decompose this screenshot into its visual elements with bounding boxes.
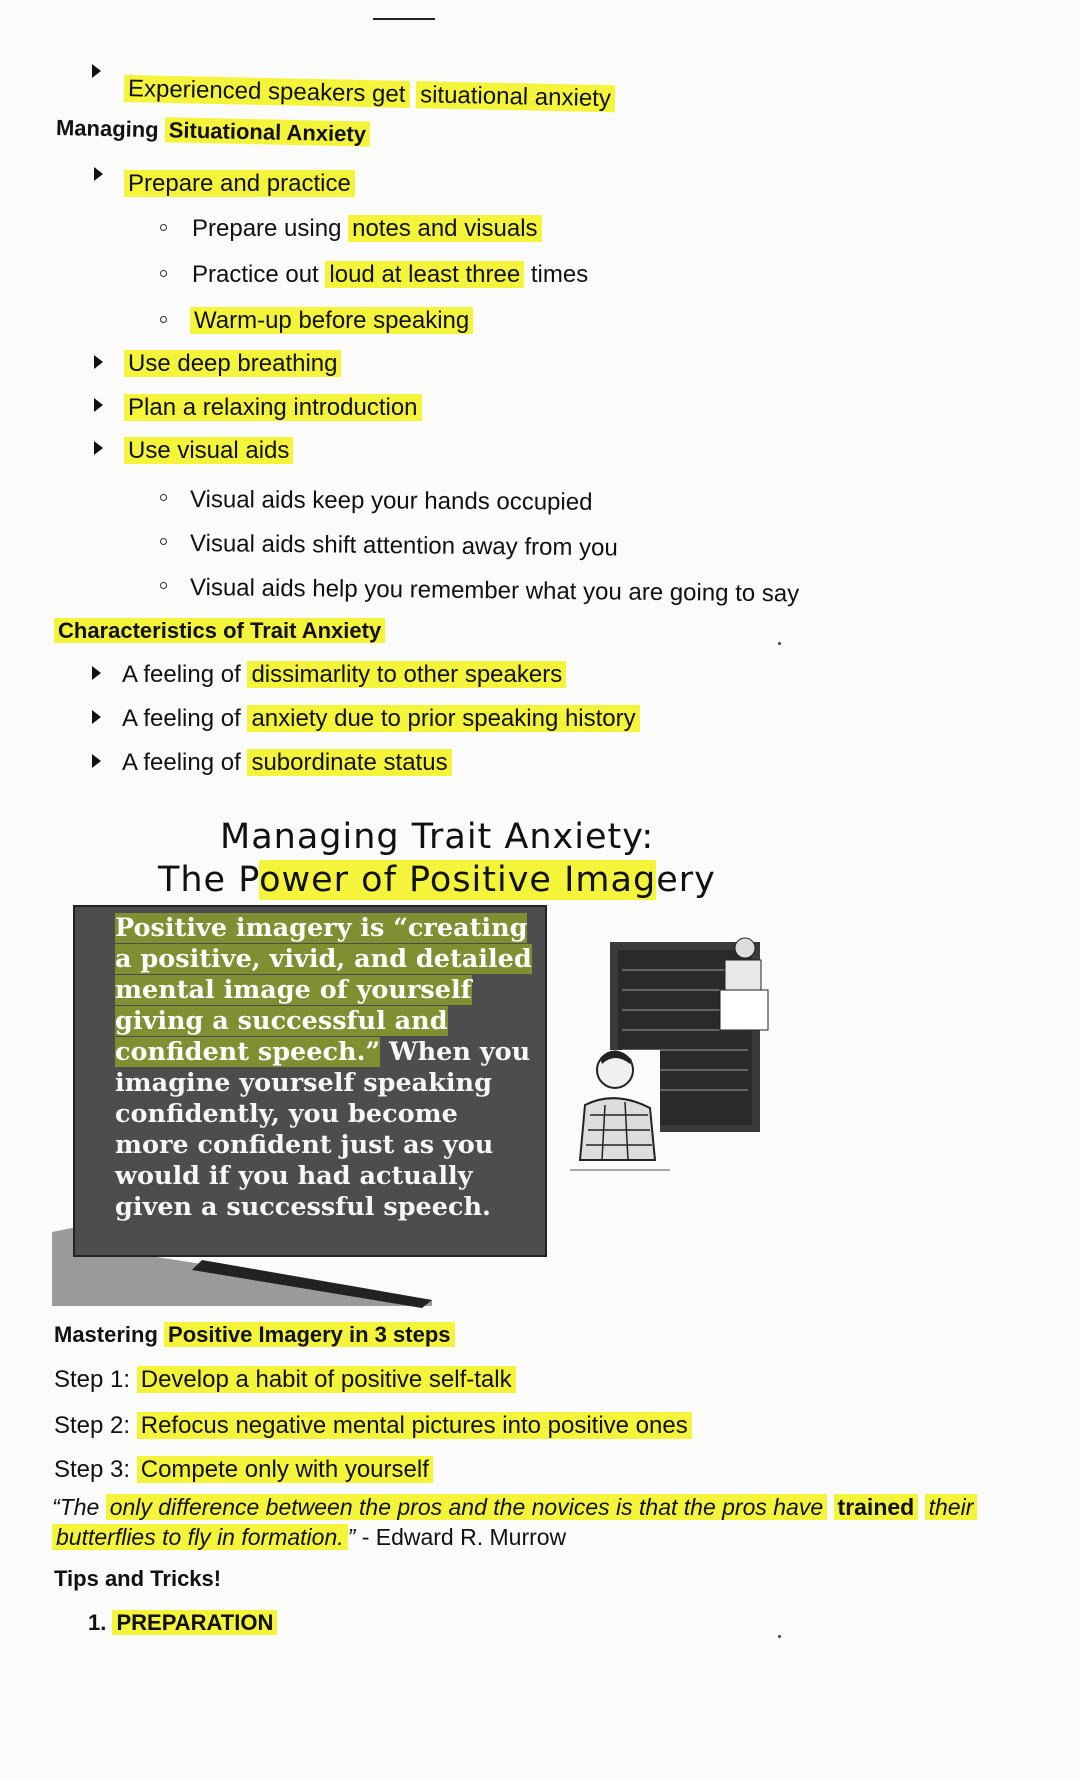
slide-title-line2: [158, 860, 716, 900]
step-text: Refocus negative mental pictures into positive ones: [137, 1412, 692, 1439]
trait-plain: A feeling of: [122, 749, 241, 776]
intro-plan-item: [124, 394, 422, 422]
title-end: ery: [656, 860, 716, 900]
trait-plain: A feeling of: [122, 705, 241, 732]
step-label: Step 2:: [54, 1412, 131, 1439]
prepare-item: [124, 170, 355, 198]
situational-heading-hl: Situational Anxiety: [165, 117, 371, 146]
imagery-explanation: When you imagine yourself speaking confidently, you become more confident just as you would if you had actually given a successful speech.: [115, 1037, 531, 1222]
breathing-item: [124, 350, 341, 378]
visual-sub-1: [190, 486, 593, 517]
step-3: [54, 1456, 433, 1484]
trait-hl: subordinate status: [247, 749, 451, 776]
circle-bullet-icon: [160, 224, 167, 231]
trait-hl: anxiety due to prior speaking history: [247, 705, 639, 732]
step-1: [54, 1366, 516, 1394]
slide-title-line1: Managing Trait Anxiety:: [220, 817, 655, 857]
prepare-sub-2: [192, 261, 588, 289]
trait-hl: dissimarlity to other speakers: [247, 661, 566, 688]
mastering-hl: Positive Imagery in 3 steps: [164, 1322, 454, 1347]
bullet-icon: [92, 666, 101, 680]
circle-bullet-icon: [160, 316, 167, 323]
sub-hl: Warm-up before speaking: [190, 307, 473, 334]
bullet-icon: [94, 355, 103, 369]
prepare-sub-1: [192, 215, 542, 243]
trait-item-1: [122, 661, 566, 689]
situational-heading: [56, 115, 370, 148]
quote-bold: trained: [834, 1494, 919, 1520]
intro-plan-label: Plan a relaxing introduction: [124, 394, 422, 421]
prepare-sub-3: [190, 307, 473, 335]
title-plain: The P: [158, 860, 260, 900]
tips-label: PREPARATION: [112, 1610, 277, 1635]
trait-heading-text: Characteristics of Trait Anxiety: [54, 618, 385, 643]
quote-author: - Edward R. Murrow: [361, 1524, 567, 1550]
tips-item-1: [88, 1610, 277, 1636]
circle-bullet-icon: [160, 494, 167, 501]
breathing-label: Use deep breathing: [124, 350, 341, 377]
tips-num: 1.: [88, 1610, 107, 1635]
speaker-imagining-illustration: [570, 930, 780, 1175]
circle-bullet-icon: [160, 538, 167, 545]
sub-after: times: [530, 261, 589, 288]
prepare-label: Prepare and practice: [124, 170, 355, 197]
quote-close: ”: [347, 1524, 356, 1550]
sub-text: Visual aids shift attention away from you: [189, 530, 618, 562]
scan-speck: [778, 1635, 781, 1638]
intro-line: [124, 75, 615, 113]
sub-plain: Prepare using: [192, 215, 342, 242]
quote-open: “The: [52, 1494, 100, 1520]
step-text: Compete only with yourself: [137, 1456, 433, 1483]
visual-aids-item: [124, 437, 293, 465]
quote-part2: their butterflies to fly in formation.: [52, 1494, 977, 1550]
step-label: Step 3:: [54, 1456, 131, 1483]
intro-text: Experienced speakers get: [124, 75, 410, 108]
visual-sub-2: [190, 530, 618, 562]
circle-bullet-icon: [160, 270, 167, 277]
positive-imagery-box: [73, 905, 547, 1257]
bullet-icon: [94, 167, 103, 181]
step-text: Develop a habit of positive self-talk: [137, 1366, 516, 1393]
positive-imagery-text: [115, 913, 535, 1223]
top-divider: [373, 18, 435, 20]
circle-bullet-icon: [160, 582, 167, 589]
scan-speck: [778, 642, 781, 645]
bullet-icon: [94, 441, 103, 455]
trait-item-2: [122, 705, 640, 733]
bullet-icon: [92, 754, 101, 768]
sub-hl: loud at least three: [325, 261, 524, 288]
visual-sub-3: [190, 574, 799, 608]
sub-text: Visual aids keep your hands occupied: [189, 486, 593, 516]
step-label: Step 1:: [54, 1366, 131, 1393]
sub-plain: Practice out: [192, 261, 319, 288]
imagery-definition: Positive imagery is “creating a positive, vivid, and detailed mental image of yourself giving a successful and confident speech.”: [115, 913, 532, 1067]
trait-plain: A feeling of: [122, 661, 241, 688]
visual-aids-label: Use visual aids: [124, 437, 293, 464]
step-2: [54, 1412, 692, 1440]
sub-text: Visual aids help you remember what you are going to say: [189, 574, 800, 608]
trait-heading: [54, 618, 385, 644]
sub-hl: notes and visuals: [348, 215, 541, 242]
intro-highlight: situational anxiety: [416, 81, 615, 112]
situational-heading-plain: Managing: [55, 115, 159, 143]
bullet-icon: [92, 64, 101, 78]
murrow-quote: [52, 1492, 992, 1552]
mastering-plain: Mastering: [54, 1322, 158, 1347]
mastering-heading: [54, 1322, 455, 1348]
quote-part1: only difference between the pros and the novices is that the pros have: [106, 1494, 827, 1520]
bullet-icon: [92, 710, 101, 724]
title-hl: ower of Positive Imag: [259, 860, 657, 900]
tips-heading: Tips and Tricks!: [54, 1566, 222, 1591]
trait-item-3: [122, 749, 452, 777]
bullet-icon: [94, 398, 103, 412]
